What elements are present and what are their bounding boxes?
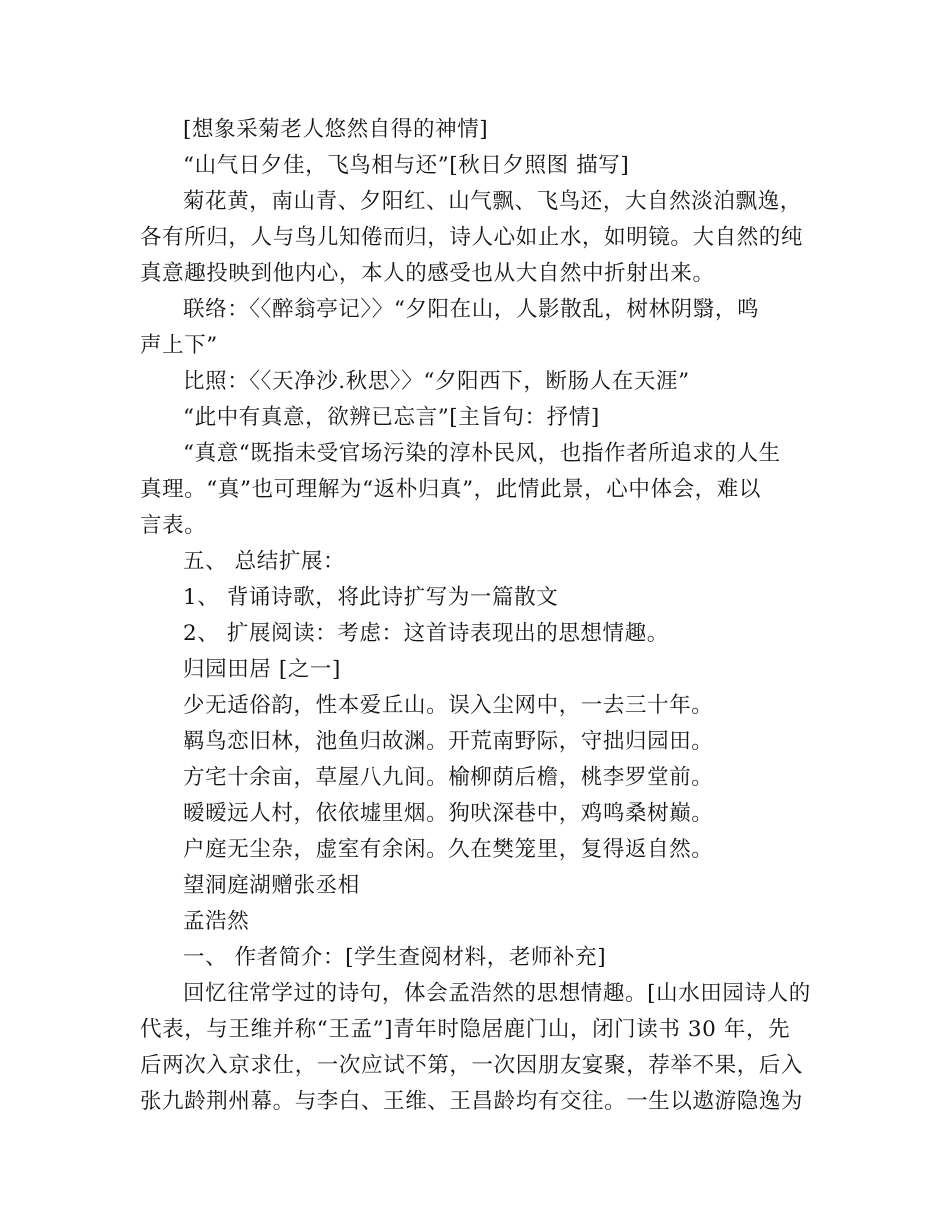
- paragraph-line: 后两次入京求仕，一次应试不第，一次因朋友宴聚，荐举不果，后入: [140, 1053, 804, 1078]
- poem-title: 归园田居 [之一]: [183, 657, 342, 682]
- poem-line: 方宅十余亩，草屋八九间。榆柳荫后檐，桃李罗堂前。: [183, 765, 714, 790]
- section-heading: 一、 作者简介：[学生查阅材料，老师补充]: [183, 945, 607, 970]
- text-line: “山气日夕佳，飞鸟相与还”[秋日夕照图 描写]: [183, 153, 630, 178]
- paragraph-line: 代表，与王维并称“王孟”]青年时隐居鹿门山，闭门读书 30 年，先: [140, 1017, 791, 1042]
- text-line: [想象采菊老人悠然自得的神情]: [183, 117, 489, 142]
- paragraph-line: 真意趣投映到他内心，本人的感受也从大自然中折射出来。: [140, 261, 715, 286]
- paragraph-line: 菊花黄，南山青、夕阳红、山气飘、飞鸟还，大自然淡泊飘逸，: [183, 189, 802, 214]
- paragraph-line: 声上下”: [140, 333, 218, 358]
- paragraph-line: “真意“既指未受官场污染的淳朴民风，也指作者所追求的人生: [183, 441, 781, 466]
- poem-line: 羁鸟恋旧林，池鱼归故渊。开荒南野际，守拙归园田。: [183, 729, 714, 754]
- text-line: 比照：〈〈天净沙.秋思〉〉“夕阳西下，断肠人在天涯”: [183, 369, 690, 394]
- poem-line: 户庭无尘杂，虚室有余闲。久在樊笼里，复得返自然。: [183, 837, 714, 862]
- list-item: 2、 扩展阅读：考虑：这首诗表现出的思想情趣。: [183, 621, 669, 646]
- paragraph-line: 张九龄荆州幕。与李白、王维、王昌龄均有交往。一生以遨游隐逸为: [140, 1089, 804, 1114]
- poem-line: 暧暧远人村，依依墟里烟。狗吠深巷中，鸡鸣桑树巅。: [183, 801, 714, 826]
- poem-line: 少无适俗韵，性本爱丘山。误入尘网中，一去三十年。: [183, 693, 714, 718]
- list-item: 1、 背诵诗歌，将此诗扩写为一篇散文: [183, 585, 559, 610]
- paragraph-line: 真理。“真”也可理解为“返朴归真”，此情此景，心中体会，难以: [140, 477, 761, 502]
- paragraph-line: 言表。: [140, 513, 207, 538]
- poem-title: 望洞庭湖赠张丞相: [183, 873, 360, 898]
- paragraph-line: 回忆往常学过的诗句，体会孟浩然的思想情趣。[山水田园诗人的: [183, 981, 811, 1006]
- poem-author: 孟浩然: [183, 909, 250, 934]
- section-heading: 五、 总结扩展：: [183, 549, 346, 574]
- paragraph-line: 各有所归，人与鸟儿知倦而归，诗人心如止水，如明镜。大自然的纯: [140, 225, 804, 250]
- paragraph-line: 联络：〈〈醉翁亭记〉〉“夕阳在山，人影散乱，树林阴翳，鸣: [183, 297, 760, 322]
- text-line: “此中有真意，欲辨已忘言”[主旨句：抒情]: [183, 405, 600, 430]
